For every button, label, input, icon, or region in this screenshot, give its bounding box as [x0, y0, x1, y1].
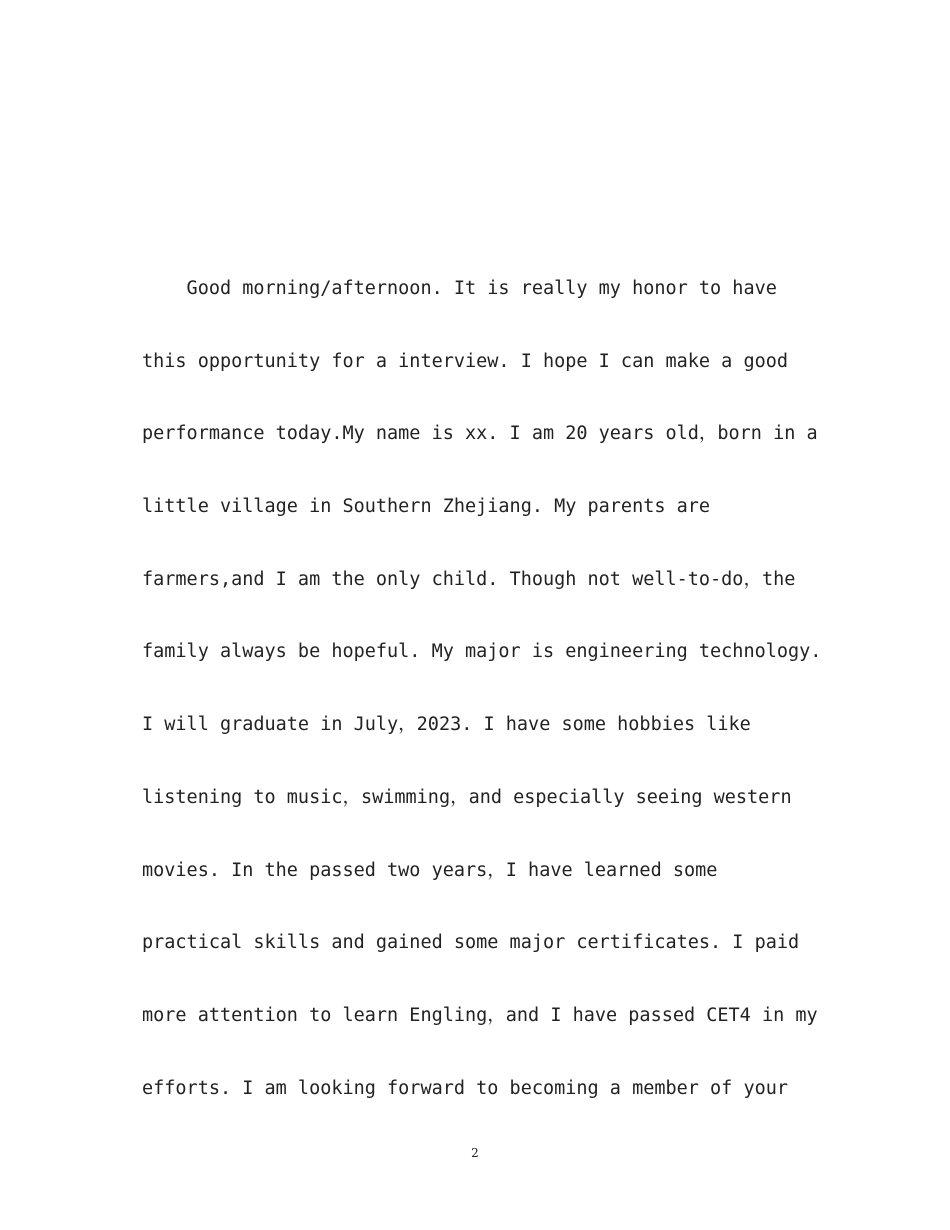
text-line: Good morning/afternoon. It is really my honor to have: [142, 278, 777, 299]
text-line: farmers,and I am the only child. Though not well-to-do，the: [142, 568, 796, 590]
text-line: listening to music，swimming，and especially seeing western: [142, 786, 792, 808]
text-line: performance today.My name is xx. I am 20 years old，born in a: [142, 423, 818, 445]
page-number: 2: [471, 1146, 479, 1160]
text-line: I will graduate in July，2023. I have some hobbies like: [142, 714, 751, 736]
text-line: family always be hopeful. My major is engineering technology.: [142, 641, 822, 663]
text-line: this opportunity for a interview. I hope I can make a good: [142, 350, 789, 372]
text-line: practical skills and gained some major certificates. I paid: [142, 932, 800, 954]
text-line: efforts. I am looking forward to becoming a member of your: [142, 1077, 789, 1099]
text-line: movies. In the passed two years，I have learned some: [142, 859, 718, 881]
body-paragraph: [142, 253, 842, 1125]
text-line: more attention to learn Engling，and I have passed CET4 in my: [142, 1004, 818, 1026]
text-line: little village in Southern Zhejiang. My parents are: [142, 496, 711, 518]
